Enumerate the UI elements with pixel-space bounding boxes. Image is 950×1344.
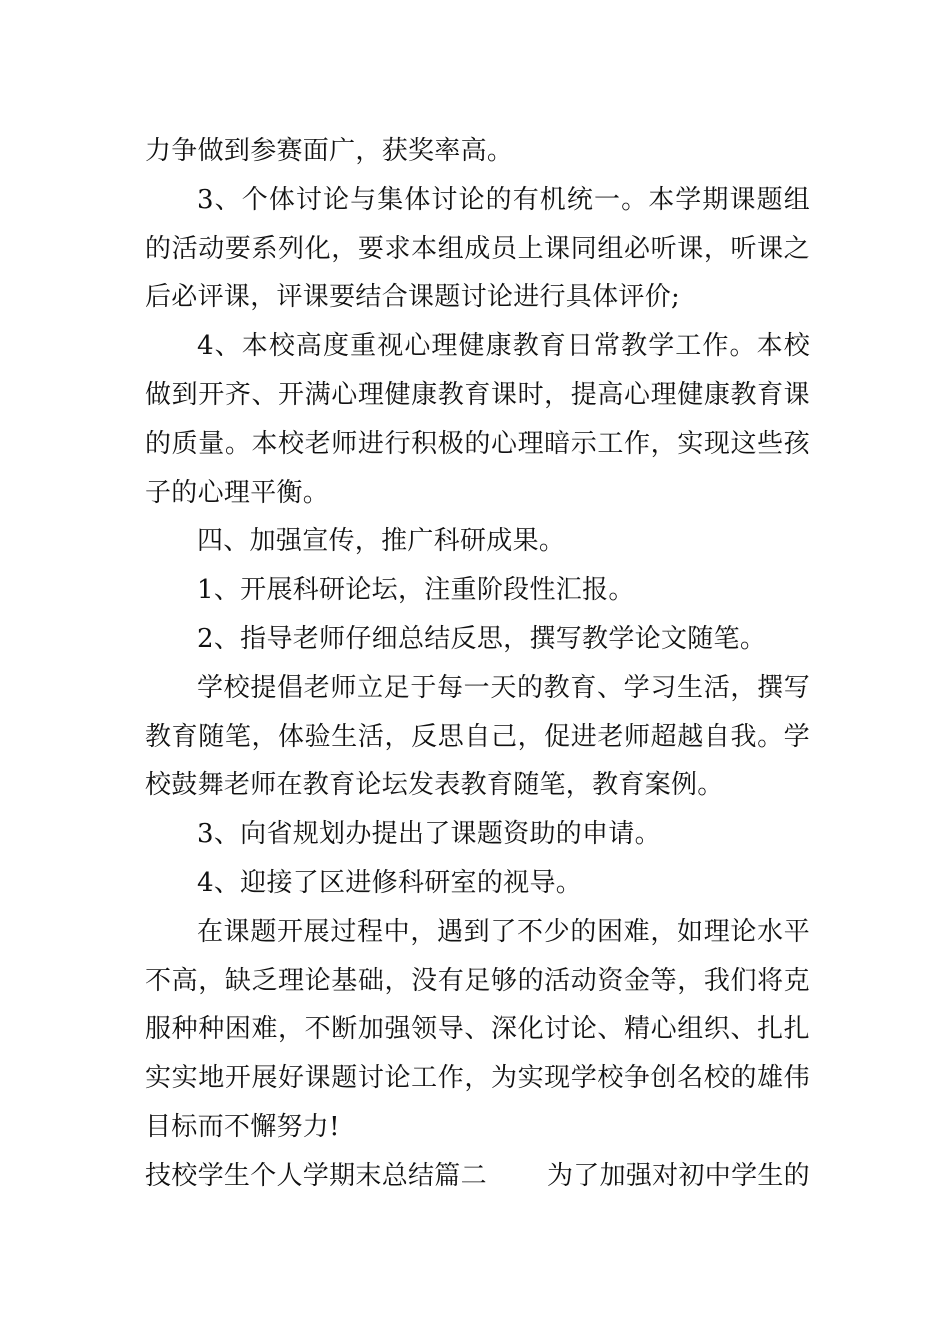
section-title: 技校学生个人学期末总结篇二 (145, 1160, 487, 1191)
paragraph: 学校提倡老师立足于每一天的教育、学习生活，撰写教育随笔，体验生活，反思自己，促进老师超越自我。学校鼓舞老师在教育论坛发表教育随笔，教育案例。 (145, 672, 810, 801)
paragraph: 3、向省规划办提出了课题资助的申请。 (197, 819, 661, 850)
document-body (145, 127, 810, 1201)
paragraph: 在课题开展过程中，遇到了不少的困难，如理论水平不高，缺乏理论基础，没有足够的活动资金等，我们将克服种种困难，不断加强领导、深化讨论、精心组织、扎扎实实地开展好课题讨论工作，为实现学校争创名校的雄伟目标而不懈努力! (145, 916, 810, 1142)
paragraph: 4、本校高度重视心理健康教育日常教学工作。本校做到开齐、开满心理健康教育课时，提高心理健康教育课的质量。本校老师进行积极的心理暗示工作，实现这些孩子的心理平衡。 (145, 331, 810, 508)
section-heading-line (145, 1152, 810, 1201)
paragraph: 2、指导老师仔细总结反思，撰写教学论文随笔。 (197, 623, 767, 654)
paragraph: 3、个体讨论与集体讨论的有机统一。本学期课题组的活动要系列化，要求本组成员上课同组必听课，听课之后必评课，评课要结合课题讨论进行具体评价; (145, 184, 810, 313)
paragraph: 四、加强宣传，推广科研成果。 (197, 526, 566, 557)
paragraph: 4、迎接了区进修科研室的视导。 (197, 867, 583, 898)
paragraph: 1、开展科研论坛，注重阶段性汇报。 (197, 575, 635, 606)
paragraph: 力争做到参赛面广，获奖率高。 (145, 136, 514, 166)
section-start-text: 为了加强对初中学生的 (546, 1160, 810, 1191)
